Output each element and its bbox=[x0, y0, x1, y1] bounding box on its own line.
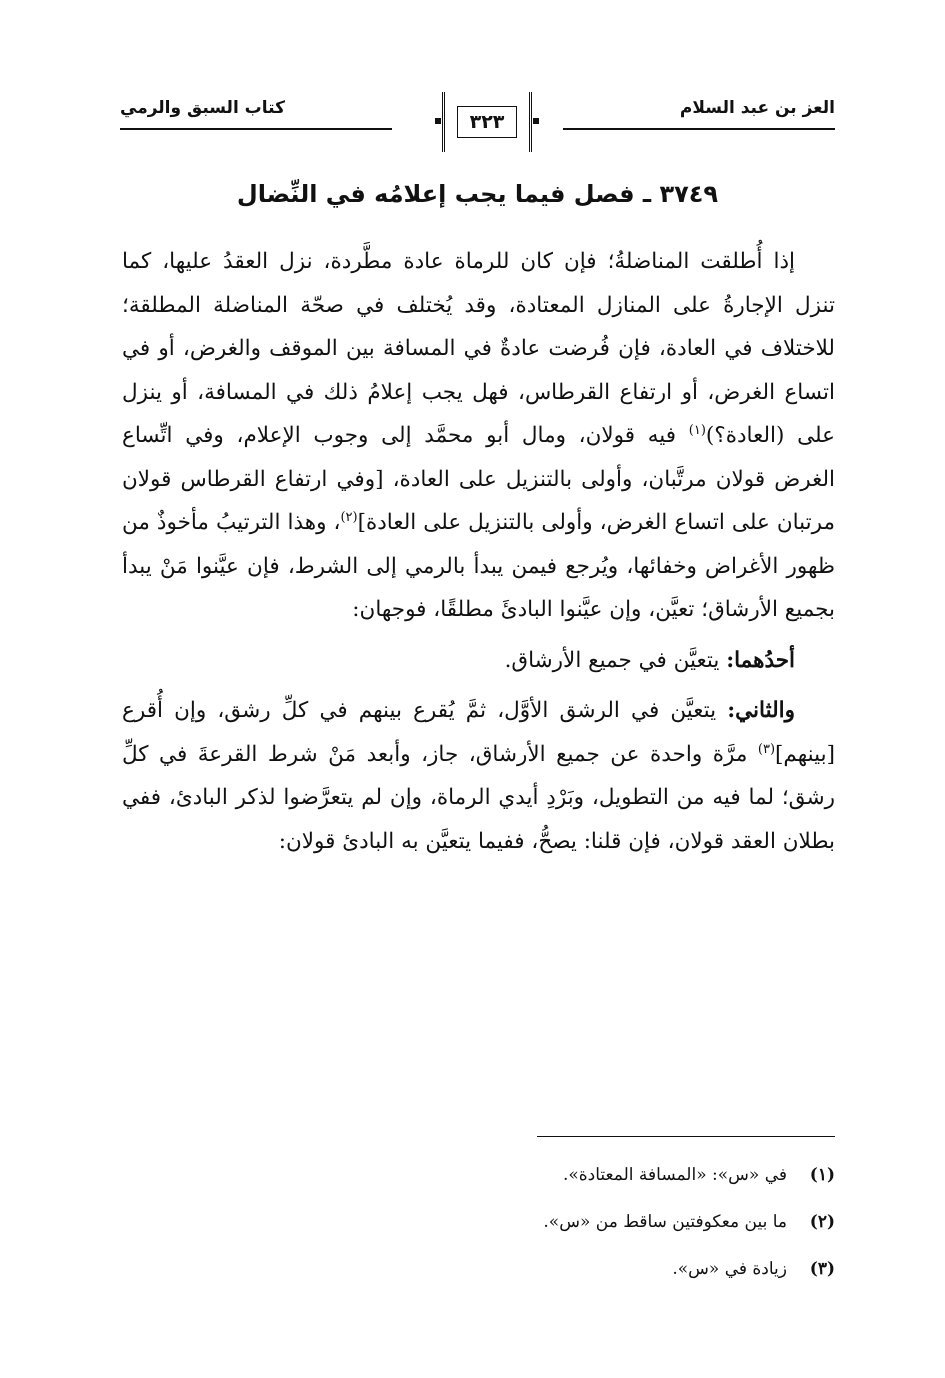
footnote-item bbox=[235, 1152, 835, 1199]
paragraph-3-part-b: مرَّة واحدة عن جميع الأرشاق، جاز، وأبعد مَنْ شرط القرعةَ في كلِّ رشق؛ لما فيه من التطويل، وبَرْدِ أيدي الرماة، وإن لم يتعرَّضوا لذكر البادئ، ففي بطلان العقد قولان، فإن قلنا: يصحُّ، ففيما يتعيَّن به البادئ قولان: bbox=[122, 741, 835, 854]
footnote-ref-3: (٣) bbox=[757, 741, 776, 757]
footnote-text: زيادة في «س». bbox=[672, 1259, 787, 1279]
page-number-frame bbox=[442, 92, 532, 152]
page-header bbox=[120, 92, 835, 160]
paragraph-3 bbox=[122, 689, 835, 863]
paragraph-1 bbox=[122, 240, 835, 632]
paragraph-2-label: أحدُهما: bbox=[726, 647, 795, 673]
footnote-item bbox=[235, 1246, 835, 1293]
footnote-text: ما بين معكوفتين ساقط من «س». bbox=[543, 1212, 787, 1232]
footnote-number: (١) bbox=[809, 1165, 835, 1185]
footnote-separator bbox=[537, 1136, 835, 1137]
running-header-author: العز بن عبد السلام bbox=[679, 98, 835, 118]
header-rule-left bbox=[120, 128, 392, 130]
footnote-text: في «س»: «المسافة المعتادة». bbox=[562, 1165, 787, 1185]
paragraph-2-text: يتعيَّن في جميع الأرشاق. bbox=[504, 647, 727, 673]
paragraph-1-part-b: فيه قولان، ومال أبو محمَّد إلى وجوب الإعلام، وفي اتِّساع الغرض قولان مرتَّبان، وأولى بالتنزيل على العادة، [وفي ارتفاع القرطاس قولان مرتبان على اتساع الغرض، وأولى بالتنزيل على العادة] bbox=[122, 423, 836, 535]
section-title: ٣٧٤٩ ـ فصل فيما يجب إعلامُه في النِّضال bbox=[236, 180, 719, 208]
running-header-book: كتاب السبق والرمي bbox=[120, 98, 285, 118]
paragraph-1-part-c: ، وهذا الترتيبُ مأخوذٌ من ظهور الأغراض وخفائها، ويُرجع فيمن يبدأ بالرمي إلى الشرط، فإن عيَّنوا مَنْ يبدأ بجميع الأرشاق؛ تعيَّن، وإن عيَّنوا البادئَ مطلقًا، فوجهان: bbox=[122, 510, 835, 622]
header-rule-right bbox=[563, 128, 835, 130]
body-text bbox=[122, 240, 835, 863]
paragraph-3-part-a: يتعيَّن في الرشق الأوَّل، ثمَّ يُقرع بينهم في كلِّ رشق، وإن أُقرع [بينهم] bbox=[122, 698, 835, 767]
footnote-number: (٣) bbox=[809, 1259, 835, 1279]
paragraph-2 bbox=[122, 639, 835, 683]
paragraph-3-label: والثاني: bbox=[727, 698, 795, 723]
footnote-item bbox=[235, 1199, 835, 1246]
footnote-ref-2: (٢) bbox=[340, 509, 358, 525]
footnotes bbox=[235, 1152, 835, 1293]
paragraph-1-part-a: إذا أُطلقت المناضلةُ؛ فإن كان للرماة عادة مطَّردة، نزل العقدُ عليها، كما تنزل الإجارةُ على المنازل المعتادة، وقد يُختلف في صحّة المناضلة المطلقة؛ للاختلاف في العادة، فإن فُرضت عادةٌ في المسافة بين الموقف والغرض، أو في اتساع الغرض، أو ارتفاع القرطاس، فهل يجب إعلامُ ذلك في المسافة، أو ينزل على (العادة؟) bbox=[122, 249, 835, 448]
page-number: ٣٢٣ bbox=[457, 106, 517, 138]
footnote-ref-1: (١) bbox=[688, 422, 706, 438]
footnote-number: (٢) bbox=[809, 1212, 835, 1232]
